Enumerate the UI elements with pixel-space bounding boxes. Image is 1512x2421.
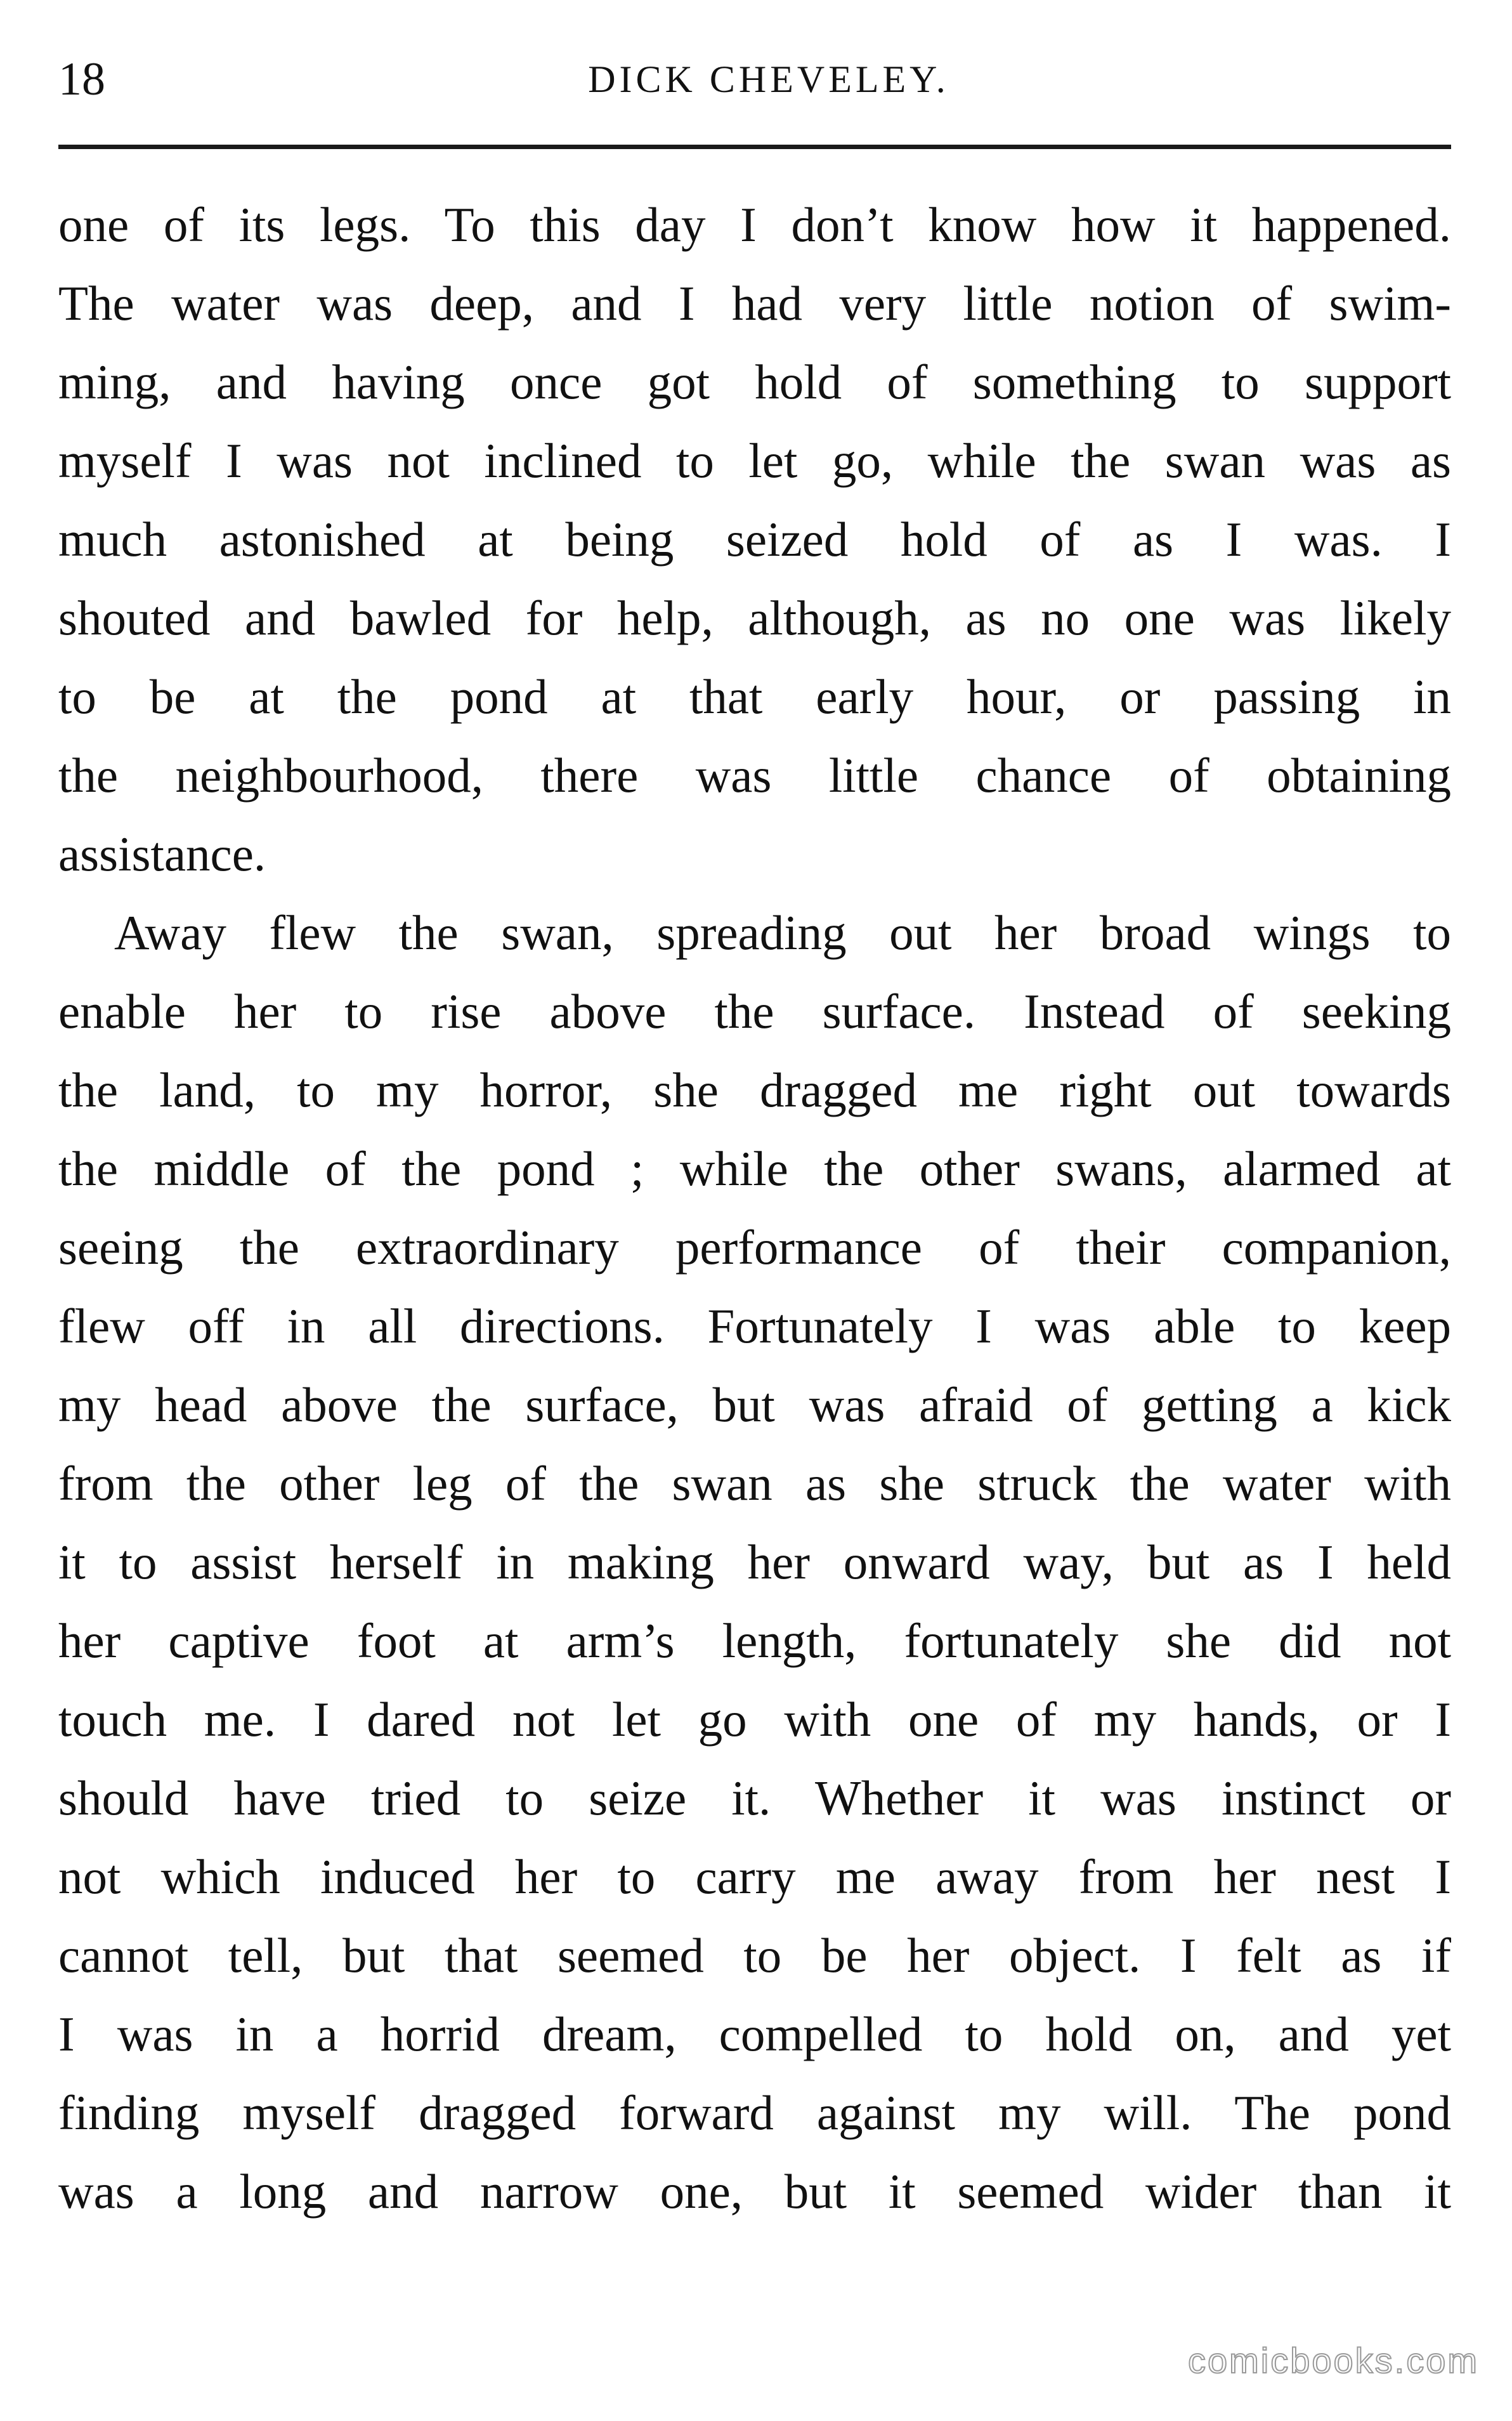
text-line: should have tried to seize it. Whether it was instinct or	[58, 1771, 1451, 1825]
text-line: The water was deep, and I had very little notion of swim-	[58, 276, 1451, 331]
text-line: cannot tell, but that seemed to be her object. I felt as if	[58, 1928, 1451, 1983]
text-line: not which induced her to carry me away from her nest I	[58, 1849, 1451, 1904]
text-line: seeing the extraordinary performance of their companion,	[58, 1220, 1451, 1275]
text-line: her captive foot at arm’s length, fortunately she did not	[58, 1613, 1451, 1668]
text-line: flew off in all directions. Fortunately I was able to keep	[58, 1299, 1451, 1353]
text-line: was a long and narrow one, but it seemed wider than it	[58, 2164, 1451, 2219]
page-header	[58, 44, 1454, 114]
text-line: finding myself dragged forward against my will. The pond	[58, 2085, 1451, 2140]
header-rule	[58, 145, 1451, 149]
page-number: 18	[58, 53, 105, 105]
text-line: one of its legs. To this day I don’t know how it happened.	[58, 197, 1451, 252]
text-line: I was in a horrid dream, compelled to hold on, and yet	[58, 2007, 1451, 2061]
text-line: assistance.	[58, 827, 266, 881]
text-line: ming, and having once got hold of something to support	[58, 355, 1451, 409]
text-line: Away flew the swan, spreading out her broad wings to	[114, 905, 1451, 960]
running-title: DICK CHEVELEY.	[588, 58, 949, 100]
body-text	[58, 185, 1451, 2231]
text-line: it to assist herself in making her onward way, but as I held	[58, 1535, 1451, 1589]
paragraph-1	[58, 185, 1451, 893]
text-line: the middle of the pond ; while the other swans, alarmed at	[58, 1141, 1451, 1196]
paragraph-2	[58, 893, 1451, 2231]
text-line: the neighbourhood, there was little chance of obtaining	[58, 748, 1451, 803]
text-line: the land, to my horror, she dragged me right out towards	[58, 1063, 1451, 1117]
text-line: myself I was not inclined to let go, while the swan was as	[58, 433, 1451, 488]
text-line: from the other leg of the swan as she struck the water with	[58, 1456, 1451, 1511]
text-line: enable her to rise above the surface. Instead of seeking	[58, 984, 1451, 1039]
watermark: comicbooks.com	[1187, 2340, 1479, 2380]
text-line: to be at the pond at that early hour, or passing in	[58, 669, 1451, 724]
text-line: much astonished at being seized hold of as I was. I	[58, 512, 1451, 567]
text-line: touch me. I dared not let go with one of my hands, or I	[58, 1692, 1451, 1747]
text-line: shouted and bawled for help, although, as no one was likely	[58, 591, 1451, 645]
text-line: my head above the surface, but was afraid of getting a kick	[58, 1377, 1451, 1432]
